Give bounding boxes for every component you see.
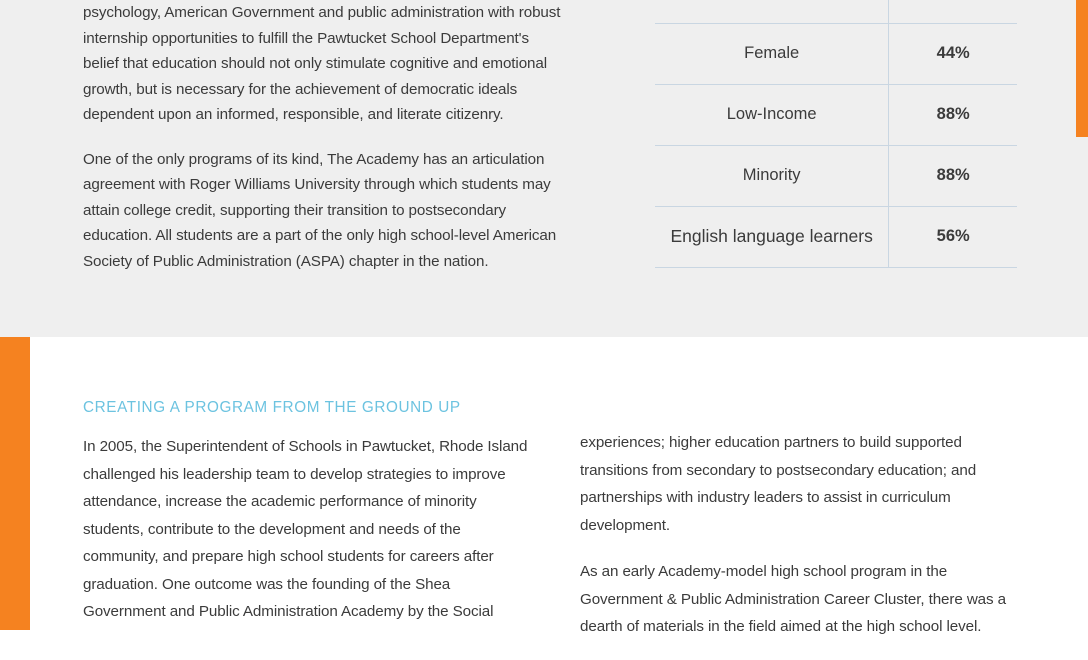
table-cell-label: Low-Income	[655, 84, 889, 145]
bottom-right-text-column	[580, 429, 1020, 660]
bottom-left-text-column	[83, 433, 535, 645]
paragraph: One of the only programs of its kind, The Academy has an articulation agreement with Roger Williams University through which students may attain college credit, supporting their transition to postsecondary education. All students are a part of the only high school-level American Society of Public Administration (ASPA) chapter in the nation.	[83, 150, 557, 270]
demographics-table	[655, 0, 1017, 268]
table-row	[655, 0, 1017, 23]
table-cell-value: 88%	[889, 84, 1017, 145]
orange-accent-bar-bottom-left	[0, 337, 30, 630]
table-cell-label	[655, 0, 889, 23]
section-heading: CREATING A PROGRAM FROM THE GROUND UP	[83, 399, 461, 416]
table-cell-value: 88%	[889, 145, 1017, 206]
table-row	[655, 23, 1017, 84]
top-body-text-column	[83, 0, 567, 293]
paragraph: experiences; higher education partners to build supported transitions from secondary to postsecondary education; and partnerships with industry leaders to assist in curriculum development.	[580, 434, 977, 534]
bottom-white-section	[0, 337, 1088, 635]
table-row	[655, 206, 1017, 267]
table-row	[655, 84, 1017, 145]
table-cell-label: Minority	[655, 145, 889, 206]
paragraph: psychology, American Government and public administration with robust internship opportunities to fulfill the Pawtucket School Department's belief that education should not only stimulate cognitive and emotional growth, but is necessary for the achievement of democratic ideals dependent upon an informed, responsible, and literate citizenry.	[83, 4, 561, 123]
table-cell-label: Female	[655, 23, 889, 84]
table-cell-value: 56%	[889, 206, 1017, 267]
paragraph: As an early Academy-model high school program in the Government & Public Administration Career Cluster, there was a dearth of materials in the field aimed at the high school level.	[580, 563, 1006, 635]
table-cell-value	[889, 0, 1017, 23]
orange-accent-bar-top-right	[1076, 0, 1088, 137]
table-cell-value: 44%	[889, 23, 1017, 84]
table-row	[655, 145, 1017, 206]
paragraph: In 2005, the Superintendent of Schools in Pawtucket, Rhode Island challenged his leadership team to develop strategies to improve attendance, increase the academic performance of minority students, contribute to the development and needs of the community, and prepare high school students for careers after graduation. One outcome was the founding of the Shea Government and Public Administration Academy by the Social	[83, 438, 528, 620]
table-cell-label: English language learners	[655, 206, 889, 267]
